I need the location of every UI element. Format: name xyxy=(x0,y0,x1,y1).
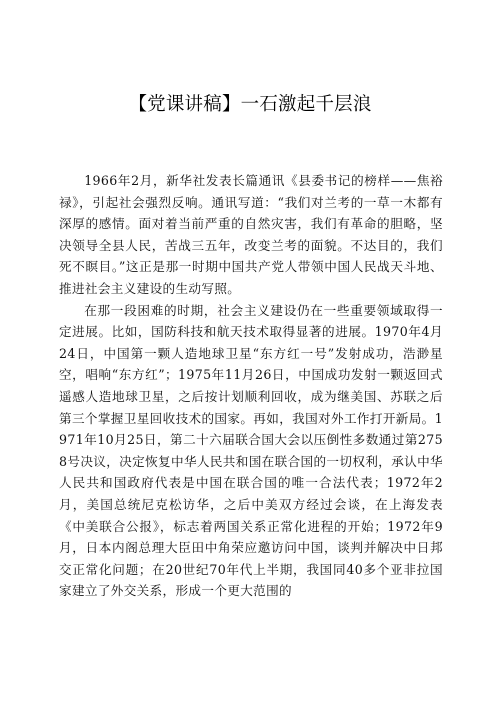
paragraph-1: 1966年2月，新华社发表长篇通讯《县委书记的榜样——焦裕禄》，引起社会强烈反响。通讯写道：“我们对兰考的一草一木都有深厚的感情。面对着当前严重的自然灾害，我们有革命的胆略，坚决领导全县人民，苦战三五年，改变兰考的面貌。不达目的，我们死不瞑目。”这正是那一时期中国共产党人带领中国人民战天斗地、推进社会主义建设的生动写照。 xyxy=(59,173,443,296)
document-title: 【党课讲稿】一石激起千层浪 xyxy=(128,94,372,115)
document-body xyxy=(59,170,443,602)
paragraph-2: 在那一段困难的时期，社会主义建设仍在一些重要领域取得一定进展。比如，国防科技和航天技术取得显著的进展。1970年4月24日，中国第一颗人造地球卫星“东方红一号”发射成功，浩渺星空，唱响“东方红”；1975年11月26日，中国成功发射一颗返回式遥感人造地球卫星，之后按计划顺利回收，成为继美国、苏联之后第三个掌握卫星回收技术的国家。再如，我国对外工作打开新局。1971年10月25日，第二十六届联合国大会以压倒性多数通过第2758号决议，决定恢复中华人民共和国在联合国的一切权利，承认中华人民共和国政府代表是中国在联合国的唯一合法代表；1972年2月，美国总统尼克松访华，之后中美双方经过会谈，在上海发表《中美联合公报》，标志着两国关系正常化进程的开始；1972年9月，日本内阁总理大臣田中角荣应邀访问中国，谈判并解决中日邦交正常化问题；在20世纪70年代上半期，我国同40多个亚非拉国家建立了外交关系，形成一个更大范围的 xyxy=(59,302,443,599)
